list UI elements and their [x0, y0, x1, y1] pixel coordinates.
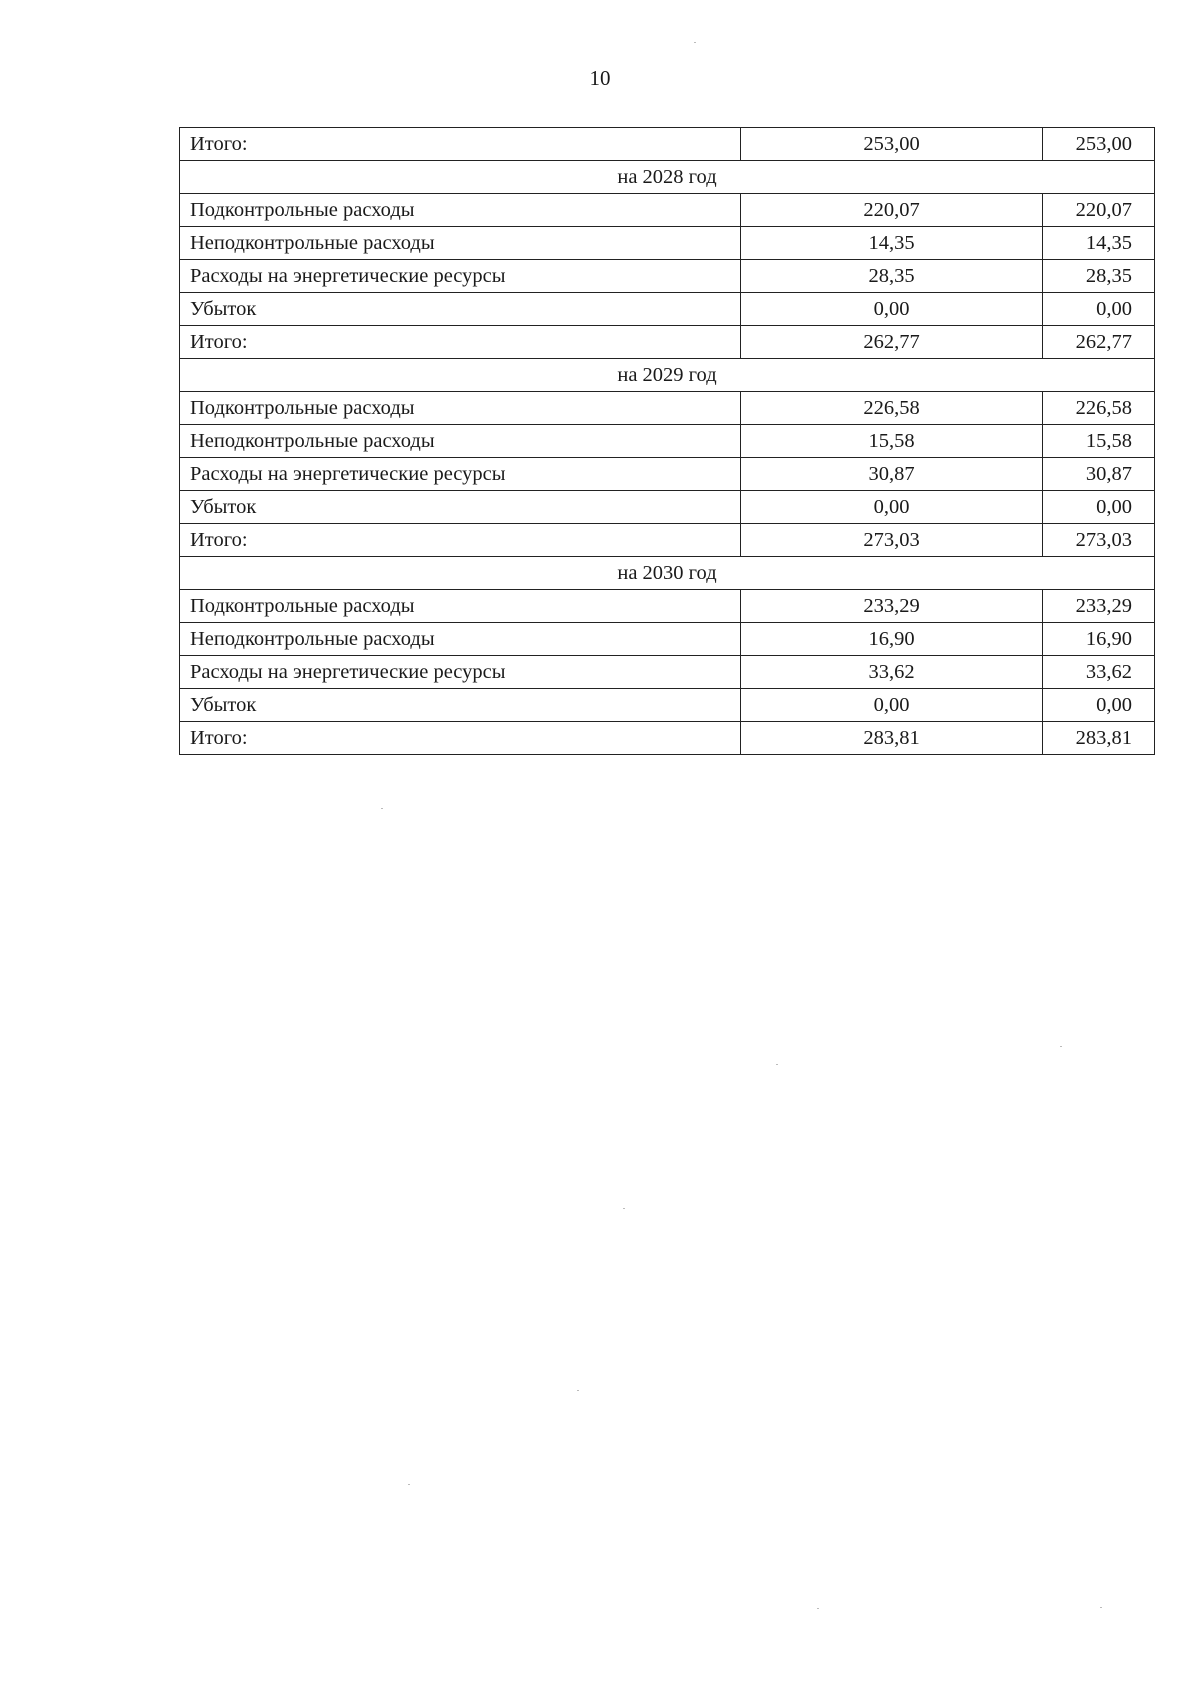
row-label: Итого: — [180, 128, 741, 161]
row-label: Неподконтрольные расходы — [180, 227, 741, 260]
row-label: Подконтрольные расходы — [180, 392, 741, 425]
row-label: Подконтрольные расходы — [180, 590, 741, 623]
row-value: 0,00 — [741, 293, 1043, 326]
scan-speck — [1100, 1607, 1102, 1608]
row-label: Убыток — [180, 293, 741, 326]
row-label: Расходы на энергетические ресурсы — [180, 656, 741, 689]
row-label: Неподконтрольные расходы — [180, 623, 741, 656]
section-heading-row — [180, 161, 1155, 194]
table-row — [180, 425, 1155, 458]
cost-table — [179, 127, 1155, 755]
section-heading-row — [180, 557, 1155, 590]
row-value: 262,77 — [1043, 326, 1155, 359]
table-row — [180, 458, 1155, 491]
table-row — [180, 689, 1155, 722]
row-value: 0,00 — [1043, 689, 1155, 722]
table-row-total — [180, 524, 1155, 557]
table-row — [180, 392, 1155, 425]
row-value: 15,58 — [1043, 425, 1155, 458]
row-value: 0,00 — [1043, 491, 1155, 524]
table-row — [180, 227, 1155, 260]
row-value: 33,62 — [1043, 656, 1155, 689]
row-value: 0,00 — [741, 689, 1043, 722]
row-label: Итого: — [180, 524, 741, 557]
row-value: 253,00 — [1043, 128, 1155, 161]
row-value: 15,58 — [741, 425, 1043, 458]
table-row — [180, 293, 1155, 326]
table-row — [180, 260, 1155, 293]
table-row-total — [180, 326, 1155, 359]
row-value: 14,35 — [741, 227, 1043, 260]
table-row-total — [180, 128, 1155, 161]
row-label: Итого: — [180, 722, 741, 755]
scan-speck — [408, 1484, 410, 1485]
row-value: 0,00 — [1043, 293, 1155, 326]
scan-speck — [694, 42, 696, 43]
row-label: Убыток — [180, 491, 741, 524]
scan-speck — [577, 1390, 579, 1391]
section-heading-row — [180, 359, 1155, 392]
row-value: 226,58 — [741, 392, 1043, 425]
row-value: 273,03 — [741, 524, 1043, 557]
row-value: 28,35 — [1043, 260, 1155, 293]
scan-speck — [776, 1064, 778, 1065]
table-row — [180, 623, 1155, 656]
section-heading: на 2030 год — [180, 557, 1155, 590]
row-value: 262,77 — [741, 326, 1043, 359]
table-row — [180, 590, 1155, 623]
row-value: 28,35 — [741, 260, 1043, 293]
row-value: 226,58 — [1043, 392, 1155, 425]
row-label: Неподконтрольные расходы — [180, 425, 741, 458]
row-value: 233,29 — [741, 590, 1043, 623]
row-value: 283,81 — [1043, 722, 1155, 755]
section-heading: на 2029 год — [180, 359, 1155, 392]
row-value: 0,00 — [741, 491, 1043, 524]
row-label: Расходы на энергетические ресурсы — [180, 458, 741, 491]
row-label: Подконтрольные расходы — [180, 194, 741, 227]
row-value: 233,29 — [1043, 590, 1155, 623]
row-label: Расходы на энергетические ресурсы — [180, 260, 741, 293]
row-value: 283,81 — [741, 722, 1043, 755]
row-value: 16,90 — [741, 623, 1043, 656]
table-row — [180, 194, 1155, 227]
row-value: 220,07 — [1043, 194, 1155, 227]
row-label: Итого: — [180, 326, 741, 359]
row-value: 220,07 — [741, 194, 1043, 227]
row-value: 253,00 — [741, 128, 1043, 161]
scan-speck — [1060, 1046, 1062, 1047]
scan-speck — [381, 808, 383, 809]
page-number: 10 — [589, 66, 611, 90]
row-value: 33,62 — [741, 656, 1043, 689]
table-row — [180, 491, 1155, 524]
row-value: 273,03 — [1043, 524, 1155, 557]
section-heading: на 2028 год — [180, 161, 1155, 194]
scan-speck — [623, 1208, 625, 1209]
row-value: 14,35 — [1043, 227, 1155, 260]
row-value: 30,87 — [1043, 458, 1155, 491]
row-value: 30,87 — [741, 458, 1043, 491]
row-value: 16,90 — [1043, 623, 1155, 656]
row-label: Убыток — [180, 689, 741, 722]
table-row-total — [180, 722, 1155, 755]
scan-speck — [817, 1608, 819, 1609]
table-row — [180, 656, 1155, 689]
